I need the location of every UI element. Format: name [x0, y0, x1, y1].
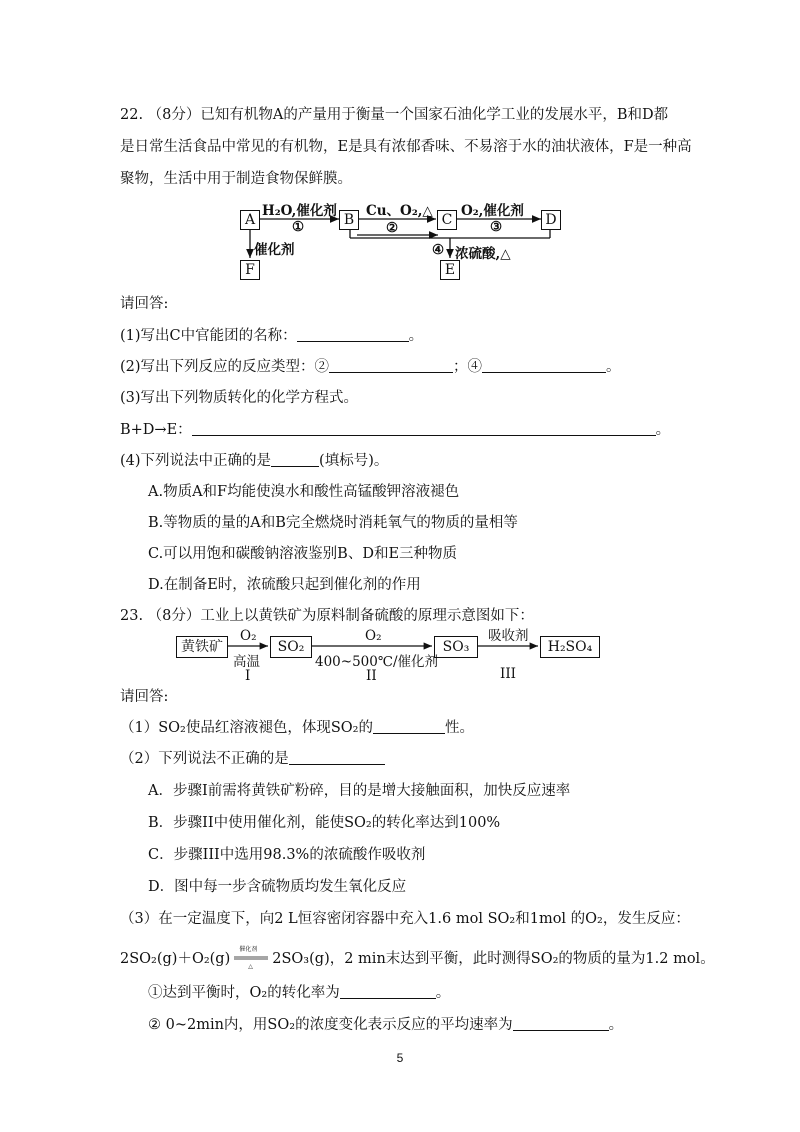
- box-so2: SO₂: [270, 636, 312, 658]
- af-condition: 催化剂: [254, 242, 295, 258]
- node-a: A: [240, 210, 260, 230]
- node-f: F: [240, 260, 260, 280]
- step2-label: II: [366, 668, 377, 684]
- eq-reversible-arrow: [230, 946, 272, 970]
- q23-part2: [120, 750, 385, 768]
- q23-option-d: D．图中每一步含硫物质均发生氧化反应: [148, 879, 407, 895]
- r3-condition: O₂,催化剂: [461, 203, 524, 219]
- q23-option-b: B．步骤II中使用催化剂，能使SO₂的转化率达到100%: [148, 815, 501, 831]
- box-h2so4: H₂SO₄: [540, 636, 600, 658]
- r2-condition: Cu、O₂,△: [366, 203, 433, 219]
- q22-option-a: A.物质A和F均能使溴水和酸性高锰酸钾溶液褪色: [148, 484, 460, 500]
- q22-head: 22. （8分）已知有机物A的产量用于衡量一个国家石油化学工业的发展水平，B和D都: [120, 107, 669, 123]
- q22-eq-end: 。: [655, 422, 671, 438]
- step1-condition: 高温: [233, 654, 260, 670]
- q23-sub2: [148, 1016, 623, 1034]
- q22-line3: 聚物，生活中用于制造食物保鲜膜。: [120, 171, 352, 187]
- q23-sub1-end: 。: [435, 985, 451, 1001]
- box-pyrite: 黄铁矿: [176, 636, 228, 658]
- r4-condition: 浓硫酸,△: [455, 246, 511, 262]
- q23-part2-text: （2）下列说法不正确的是: [120, 751, 289, 767]
- answer-blank-rate[interactable]: [513, 1016, 609, 1031]
- q23-head: 23. （8分）工业上以黄铁矿为原料制备硫酸的原理示意图如下：: [120, 608, 534, 624]
- r3-number: ③: [490, 219, 503, 235]
- answer-blank-so2-property[interactable]: [373, 719, 445, 734]
- r1-number: ①: [292, 219, 305, 235]
- q23-option-a: A．步骤I前需将黄铁矿粉碎，目的是增大接触面积，加快反应速率: [148, 783, 571, 799]
- q22-line2: 是日常生活食品中常见的有机物，E是具有浓郁香味、不易溶于水的油状液体，F是一种高: [120, 139, 692, 155]
- step3-reagent: 吸收剂: [488, 628, 529, 644]
- q22-part2-end: 。: [606, 359, 621, 375]
- q22-part3: (3)写出下列物质转化的化学方程式。: [120, 390, 359, 406]
- q23-sub1: [148, 984, 450, 1002]
- page-number: 5: [396, 1051, 404, 1065]
- q23-part3: （3）在一定温度下，向2 L恒容密闭容器中充入1.6 mol SO₂和1mol 的O₂，发生反应：: [120, 911, 690, 927]
- node-c: C: [437, 210, 457, 230]
- q23-part1: [120, 719, 474, 737]
- eq-heat: △: [248, 963, 253, 970]
- r4-number: ④: [432, 242, 445, 258]
- q22-part1-text: (1)写出C中官能团的名称：: [120, 328, 297, 344]
- q23-prompt: 请回答:: [120, 689, 169, 705]
- q22-part2-text: (2)写出下列反应的反应类型：②: [120, 359, 330, 375]
- q22-prompt: 请回答:: [120, 296, 169, 312]
- q23-part1-end: 性。: [445, 720, 474, 736]
- step2-condition: 400~500℃/催化剂: [315, 654, 438, 670]
- q22-option-d: D.在制备E时，浓硫酸只起到催化剂的作用: [148, 577, 421, 593]
- q22-part4-text: (4)下列说法中正确的是: [120, 453, 272, 469]
- q22-eq-label: B+D→E：: [120, 422, 192, 438]
- answer-blank-o2-conversion[interactable]: [340, 984, 436, 999]
- answer-blank-incorrect[interactable]: [289, 750, 385, 765]
- node-d: D: [541, 210, 561, 230]
- q22-part4-end: (填标号)。: [319, 453, 389, 469]
- step1-label: I: [245, 668, 251, 684]
- step3-label: III: [500, 666, 516, 682]
- q22-option-c: C.可以用饱和碳酸钠溶液鉴别B、D和E三种物质: [148, 546, 458, 562]
- step1-reagent: O₂: [240, 628, 257, 644]
- r1-condition: H₂O,催化剂: [262, 203, 337, 219]
- q23-sub1-text: ①达到平衡时，O₂的转化率为: [148, 985, 340, 1001]
- eq-products: 2SO₃(g)，2 min末达到平衡，此时测得SO₂的物质的量为1.2 mol。: [272, 951, 715, 967]
- q22-part1-end: 。: [408, 328, 424, 344]
- r2-number: ②: [386, 220, 399, 236]
- q23-option-c: C．步骤III中选用98.3%的浓硫酸作吸收剂: [148, 847, 426, 863]
- q23-equation: [120, 946, 715, 970]
- step2-reagent: O₂: [365, 628, 382, 644]
- q23-sub2-text: ② 0~2min内，用SO₂的浓度变化表示反应的平均速率为: [148, 1017, 513, 1033]
- box-so3: SO₃: [434, 636, 478, 658]
- node-e: E: [440, 260, 460, 280]
- q22-part2-mid: ；④: [453, 359, 483, 375]
- node-b: B: [339, 210, 359, 230]
- q23-part1-text: （1）SO₂使品红溶液褪色，体现SO₂的: [120, 720, 373, 736]
- eq-reactants: 2SO₂(g)＋O₂(g): [120, 951, 231, 967]
- q23-sub2-end: 。: [608, 1017, 624, 1033]
- eq-catalyst: 催化剂: [239, 946, 258, 953]
- q22-option-b: B.等物质的量的A和B完全燃烧时消耗氧气的物质的量相等: [148, 515, 518, 531]
